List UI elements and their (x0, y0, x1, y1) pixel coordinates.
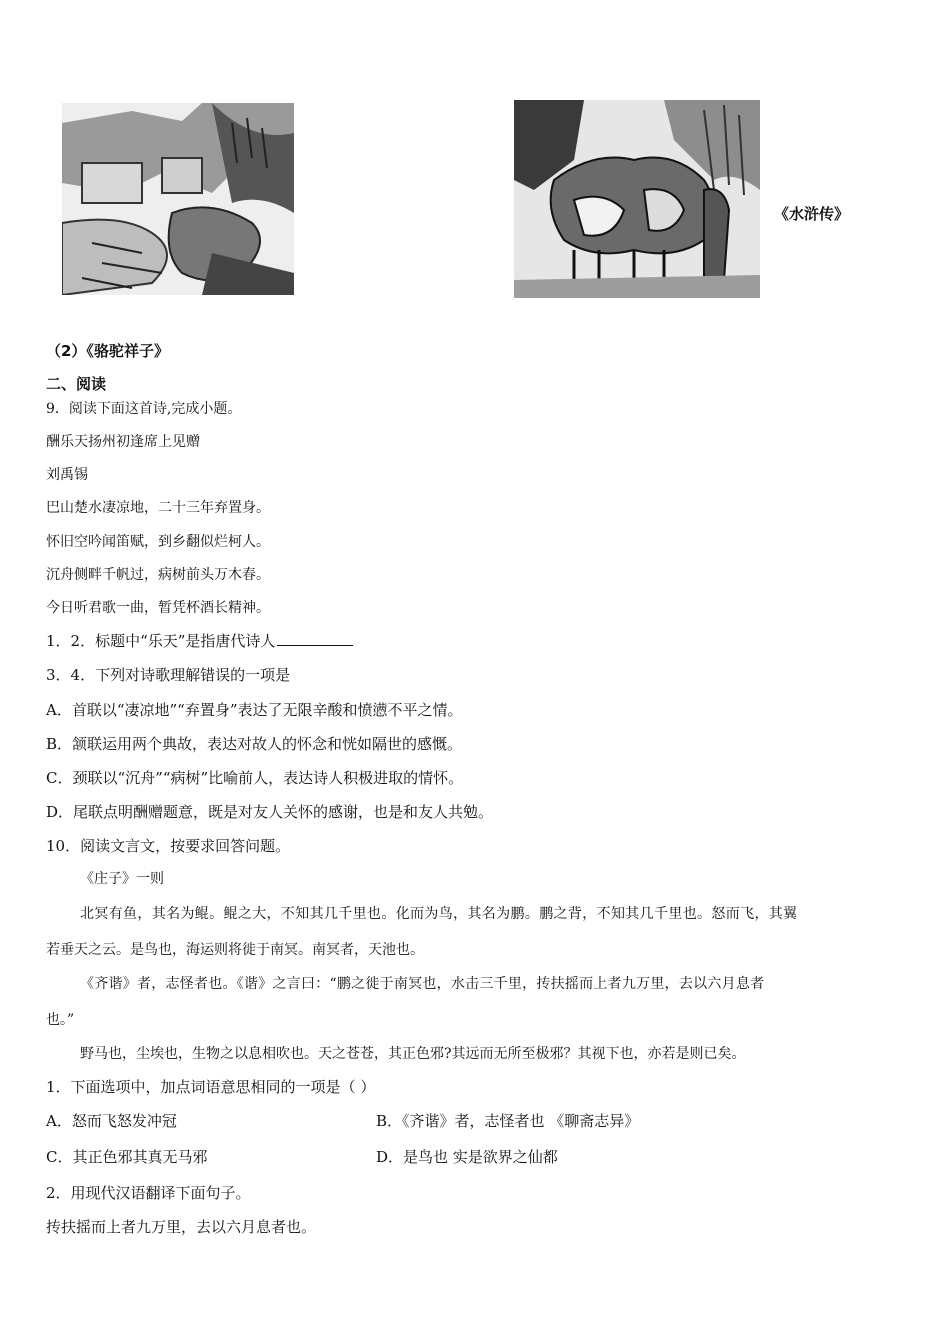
poem-line: 巴山楚水凄凉地，二十三年弃置身。 (46, 500, 270, 516)
poem-title: 酬乐天扬州初逢席上见赠 (46, 434, 200, 450)
translation-sentence: 抟扶摇而上者九万里，去以六月息者也。 (46, 1218, 317, 1236)
passage-paragraph-2-line-1: 《齐谐》者，志怪者也。《谐》之言曰：“鹏之徙于南冥也，水击三千里，抟扶摇而上者九万里，去以六月息者 (80, 976, 765, 992)
question-9-sub1-text: 1．2．标题中“乐天”是指唐代诗人 (46, 632, 276, 650)
question-9-prompt: 9．阅读下面这首诗,完成小题。 (46, 401, 242, 417)
answer-blank[interactable] (277, 631, 353, 646)
question-10-sub2: 2．用现代汉语翻译下面句子。 (46, 1184, 251, 1202)
option-d: D．是鸟也 实是欲界之仙都 (376, 1148, 558, 1166)
option-a: A．首联以“凄凉地”“弃置身”表达了无限辛酸和愤懑不平之情。 (46, 701, 463, 719)
question-10-prompt: 10．阅读文言文，按要求回答问题。 (46, 837, 291, 855)
illustration-right-caption: 《水浒传》 (774, 205, 850, 223)
option-c: C．颈联以“沉舟”“病树”比喻前人，表达诗人积极进取的情怀。 (46, 769, 464, 787)
passage-paragraph-1-line-2: 若垂天之云。是鸟也，海运则将徙于南冥。南冥者，天池也。 (46, 942, 424, 958)
question-8-sub2: （2）《骆驼祥子》 (46, 342, 169, 360)
illustration-left-drawing (62, 103, 294, 295)
poem-line: 怀旧空吟闻笛赋，到乡翻似烂柯人。 (46, 534, 270, 550)
passage-paragraph-3: 野马也，尘埃也，生物之以息相吹也。天之苍苍，其正色邪?其远而无所至极邪？其视下也，亦若是则已矣。 (80, 1046, 746, 1062)
passage-paragraph-2-line-2: 也。” (46, 1012, 75, 1028)
poem-author: 刘禹锡 (46, 467, 88, 483)
illustration-right (514, 100, 760, 298)
option-d: D．尾联点明酬赠题意，既是对友人关怀的感谢，也是和友人共勉。 (46, 803, 494, 821)
illustration-left (62, 103, 294, 295)
poem-line: 今日听君歌一曲，暂凭杯酒长精神。 (46, 600, 270, 616)
question-9-sub1 (46, 630, 353, 651)
passage-paragraph-1-line-1: 北冥有鱼，其名为鲲。鲲之大，不知其几千里也。化而为鸟，其名为鹏。鹏之背，不知其几千里也。怒而飞，其翼 (80, 906, 798, 922)
poem-line: 沉舟侧畔千帆过，病树前头万木春。 (46, 567, 270, 583)
section-title-reading: 二、阅读 (46, 375, 107, 393)
question-10-sub1: 1．下面选项中，加点词语意思相同的一项是（ ） (46, 1078, 376, 1096)
question-9-sub2: 3．4．下列对诗歌理解错误的一项是 (46, 666, 291, 684)
passage-title: 《庄子》一则 (80, 871, 164, 887)
illustration-right-drawing (514, 100, 760, 298)
option-b: B．《齐谐》者，志怪者也 《聊斋志异》 (376, 1112, 640, 1130)
option-a: A．怒而飞怒发冲冠 (46, 1112, 177, 1130)
option-b: B．颔联运用两个典故，表达对故人的怀念和恍如隔世的感慨。 (46, 735, 463, 753)
option-c: C．其正色邪其真无马邪 (46, 1148, 208, 1166)
